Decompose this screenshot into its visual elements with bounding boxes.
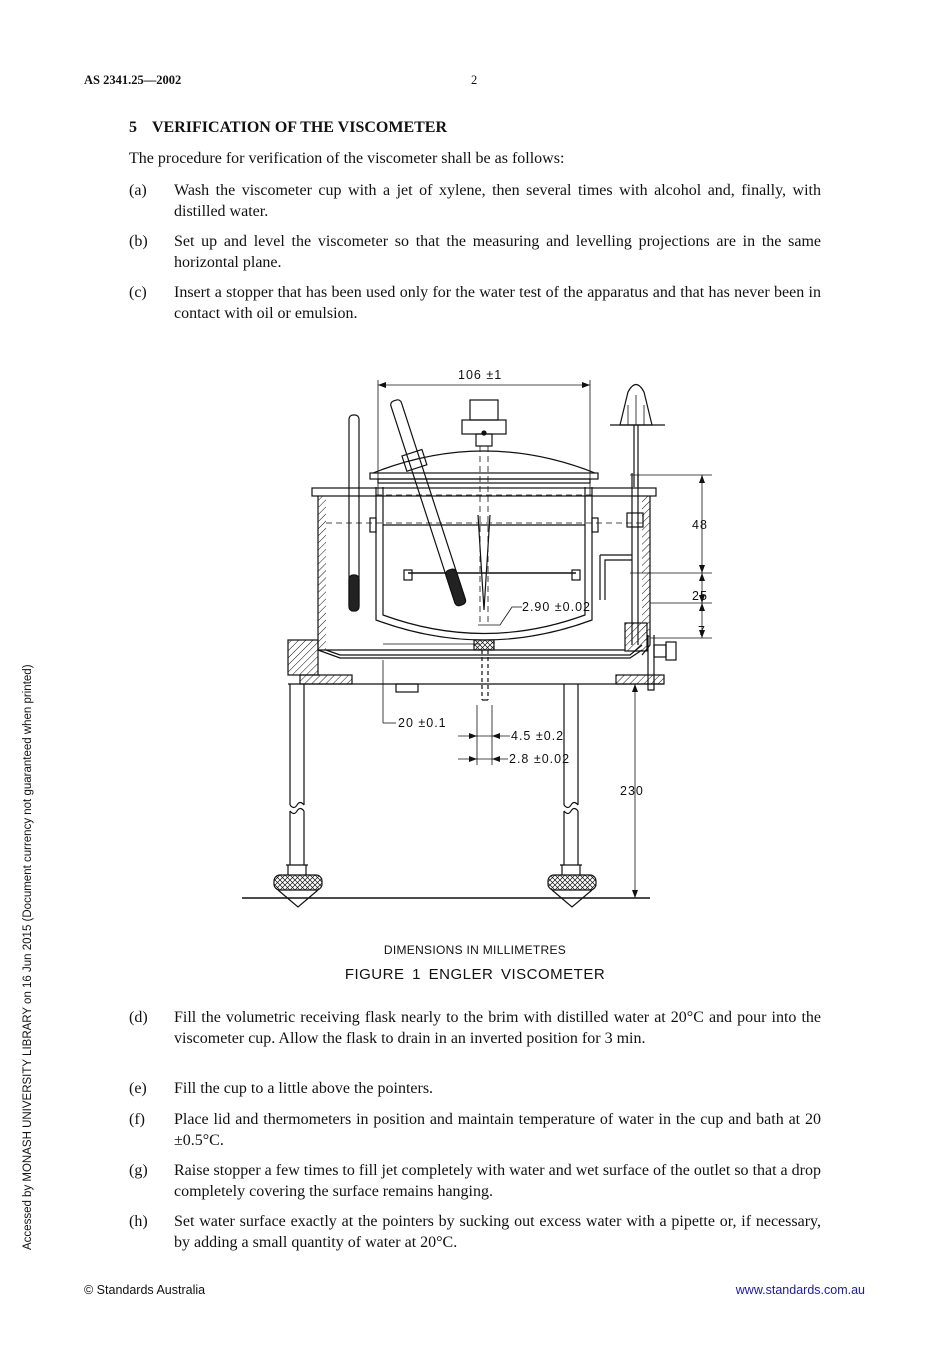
list-item-label: (e) <box>129 1080 147 1097</box>
list-item-text: Set water surface exactly at the pointers by sucking out excess water with a pipette or, if necessary, by adding a small quantity of water at 20°C. <box>174 1213 821 1251</box>
page-number: 2 <box>471 73 478 87</box>
dimension-arrows <box>378 382 705 898</box>
section-heading <box>129 119 447 137</box>
list-item <box>129 1211 821 1253</box>
section-title: VERIFICATION OF THE VISCOMETER <box>152 119 448 136</box>
apparatus-outline <box>242 380 712 907</box>
list-item-label: (g) <box>129 1162 148 1179</box>
list-item <box>129 1109 821 1151</box>
engler-viscometer-drawing <box>230 355 720 915</box>
list-item-text: Raise stopper a few times to fill jet completely with water and wet surface of the outlet so that a drop completely covering the surface remains hanging. <box>174 1162 821 1200</box>
list-item-label: (f) <box>129 1111 145 1128</box>
list-item-label: (b) <box>129 233 148 250</box>
list-item <box>129 1160 821 1202</box>
figure-units-note: DIMENSIONS IN MILLIMETRES <box>383 943 567 957</box>
list-item-label: (h) <box>129 1213 148 1230</box>
list-item <box>129 180 821 222</box>
list-item-text: Place lid and thermometers in position and maintain temperature of water in the cup and bath at 20 ±0.5°C. <box>174 1111 821 1149</box>
footer-copyright: © Standards Australia <box>84 1283 206 1297</box>
dim-2-8-label: 2.8 ±0.02 <box>509 752 571 766</box>
section-intro: The procedure for verification of the viscometer shall be as follows: <box>129 150 565 167</box>
list-item-text: Fill the cup to a little above the pointers. <box>174 1080 434 1097</box>
dim-20-label: 20 ±0.1 <box>398 716 447 730</box>
list-item <box>129 1007 821 1049</box>
dim-48-label: 48 <box>692 518 708 532</box>
section-number: 5 <box>129 119 137 136</box>
dim-7-label: 7 <box>698 624 706 638</box>
dim-width-label: 106 ±1 <box>458 368 503 382</box>
dim-4-5-label: 4.5 ±0.2 <box>511 729 565 743</box>
list-item-text: Insert a stopper that has been used only for the water test of the apparatus and that has never been in contact with oil or emulsion. <box>174 284 821 322</box>
list-item-text: Fill the volumetric receiving flask nearly to the brim with distilled water at 20°C and pour into the viscometer cup. Allow the flask to drain in an inverted position for 3 min. <box>174 1009 821 1047</box>
list-item-label: (c) <box>129 284 147 301</box>
list-item <box>129 231 821 273</box>
list-item <box>129 282 821 324</box>
dim-230-label: 230 <box>620 784 644 798</box>
figure-caption: FIGURE 1 ENGLER VISCOMETER <box>344 966 606 983</box>
list-item <box>129 1078 821 1099</box>
list-item-text: Wash the viscometer cup with a jet of xylene, then several times with alcohol and, finally, with distilled water. <box>174 182 821 220</box>
dim-25-label: 25 <box>692 589 708 603</box>
dim-jet-label: 2.90 ±0.02 <box>522 600 591 614</box>
list-item-label: (d) <box>129 1009 148 1026</box>
list-item-text: Set up and level the viscometer so that the measuring and levelling projections are in the same horizontal plane. <box>174 233 821 271</box>
document-id: AS 2341.25—2002 <box>84 73 182 87</box>
access-watermark: Accessed by MONASH UNIVERSITY LIBRARY on 16 Jun 2015 (Document currency not guaranteed when printed) <box>22 664 34 1250</box>
footer-website-link[interactable]: www.standards.com.au <box>735 1283 865 1297</box>
list-item-label: (a) <box>129 182 147 199</box>
